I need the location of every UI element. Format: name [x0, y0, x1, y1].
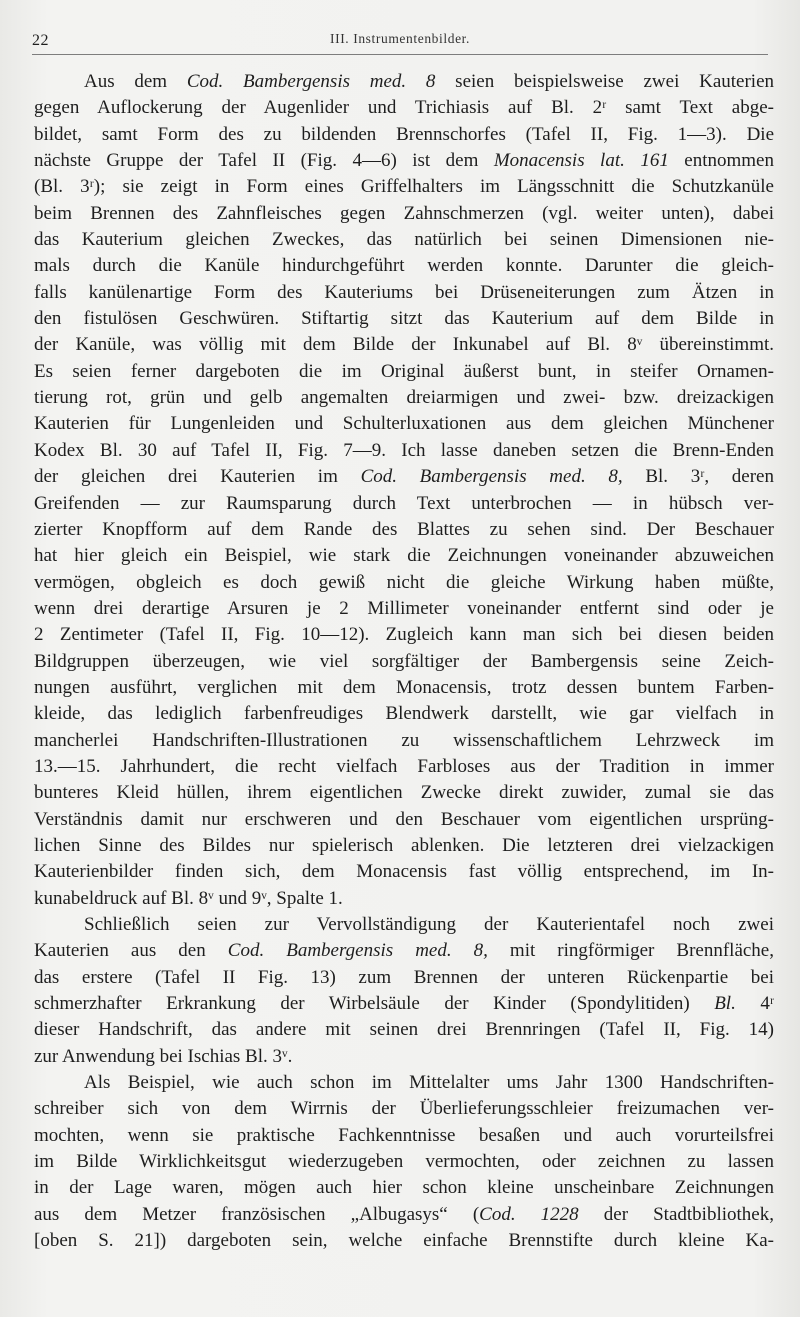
text-line	[34, 411, 774, 437]
text-line	[34, 649, 774, 675]
text-run: (Bl. 3ʳ); sie zeigt in Form eines Griffelhalters im Längsschnitt die Schutzkanüle	[34, 176, 774, 198]
text-run: nächste Gruppe der Tafel II (Fig. 4—6) ist dem	[34, 150, 494, 172]
text-run: nungen ausführt, verglichen mit dem Monacensis, trotz dessen buntem Farben-	[34, 676, 774, 698]
text-line	[34, 675, 774, 701]
text-run: schreiber sich von dem Wirrnis der Überlieferungsschleier freizumachen ver-	[34, 1098, 774, 1120]
text-line	[34, 517, 774, 543]
text-run: der Stadtbibliothek,	[578, 1203, 774, 1225]
text-line	[34, 491, 774, 517]
text-run: vermögen, obgleich es doch gewiß nicht die gleiche Wirkung haben müßte,	[34, 571, 774, 593]
italic-citation: Monacensis lat. 161	[493, 150, 669, 172]
paragraph	[34, 69, 774, 912]
text-line	[34, 859, 774, 885]
text-line	[34, 1017, 774, 1043]
text-run: 13.—15. Jahrhundert, die recht vielfach Farbloses aus der Tradition in immer	[34, 755, 774, 777]
text-line	[34, 1044, 774, 1070]
italic-citation: Cod. 1228	[479, 1203, 579, 1225]
text-run: kleide, das lediglich farbenfreudiges Blendwerk darstellt, wie gar vielfach in	[34, 703, 774, 725]
text-line	[34, 1228, 774, 1254]
text-run: im Bilde Wirklichkeitsgut wiederzugeben vermochten, oder zeichnen zu lassen	[34, 1151, 774, 1173]
text-line	[34, 1149, 774, 1175]
italic-citation: Cod. Bambergensis med. 8,	[227, 940, 488, 962]
text-line	[34, 385, 774, 411]
text-line	[34, 1096, 774, 1122]
text-line	[34, 807, 774, 833]
text-run: Greifenden — zur Raumsparung durch Text unterbrochen — in hübsch ver-	[34, 492, 774, 514]
text-run: 2 Zentimeter (Tafel II, Fig. 10—12). Zugleich kann man sich bei diesen beiden	[34, 624, 774, 646]
text-run: [oben S. 21]) dargeboten sein, welche einfache Brennstifte durch kleine Ka-	[34, 1230, 774, 1252]
text-run: entnommen	[668, 150, 774, 172]
text-line	[34, 201, 774, 227]
text-run: Verständnis damit nur erschweren und den Beschauer vom eigentlichen ursprüng-	[34, 808, 774, 830]
text-line	[34, 596, 774, 622]
text-line	[34, 833, 774, 859]
text-run: Kauterien aus den	[34, 940, 228, 962]
text-run: Bildgruppen überzeugen, wie viel sorgfältiger der Bambergensis seine Zeich-	[34, 650, 774, 672]
text-line	[34, 912, 774, 938]
text-line	[34, 69, 774, 95]
italic-citation: Cod. Bambergensis med. 8	[186, 71, 436, 92]
text-line	[34, 253, 774, 279]
text-run: bildet, samt Form des zu bildenden Brennschorfes (Tafel II, Fig. 1—3). Die	[34, 123, 774, 145]
text-run: mals durch die Kanüle hindurchgeführt werden konnte. Darunter die gleich-	[34, 255, 774, 277]
text-run: aus dem Metzer französischen „Albugasys“ (	[34, 1203, 480, 1225]
text-run: den fistulösen Geschwüren. Stiftartig sitzt das Kauterium auf dem Bilde in	[34, 308, 774, 330]
text-run: Kauterienbilder finden sich, dem Monacensis fast völlig entsprechend, im In-	[34, 861, 774, 883]
text-run: hat hier gleich ein Beispiel, wie stark die Zeichnungen voneinander abzuweichen	[34, 545, 774, 567]
paragraph	[34, 1070, 774, 1254]
text-line	[34, 174, 774, 200]
text-run: zierter Knopfform auf dem Rande des Blattes zu sehen sind. Der Beschauer	[34, 518, 774, 540]
text-line	[34, 965, 774, 991]
text-line	[34, 701, 774, 727]
text-line	[34, 306, 774, 332]
text-run: Als Beispiel, wie auch schon im Mittelalter ums Jahr 1300 Handschriften-	[84, 1072, 774, 1094]
text-line	[34, 280, 774, 306]
text-run: Kauterien für Lungenleiden und Schulterluxationen aus dem gleichen Münchener	[34, 413, 774, 435]
body-text	[34, 69, 774, 1254]
paragraph	[34, 912, 774, 1070]
text-line	[34, 543, 774, 569]
text-run: dieser Handschrift, das andere mit seinen drei Brennringen (Tafel II, Fig. 14)	[34, 1019, 774, 1041]
text-line	[34, 991, 774, 1017]
text-line	[34, 1070, 774, 1096]
italic-citation: Cod. Bambergensis med. 8,	[360, 466, 623, 488]
text-run: mochten, wenn sie praktische Fachkenntnisse besaßen und auch vorurteilsfrei	[34, 1124, 774, 1146]
page-header	[32, 28, 768, 55]
text-line	[34, 780, 774, 806]
text-run: in der Lage waren, mögen auch hier schon kleine unscheinbare Zeichnungen	[34, 1177, 774, 1199]
text-run: das erstere (Tafel II Fig. 13) zum Brennen der unteren Rückenpartie bei	[34, 966, 774, 988]
text-run: zur Anwendung bei Ischias Bl. 3ᵛ.	[34, 1045, 293, 1067]
text-line	[34, 570, 774, 596]
text-line	[34, 227, 774, 253]
text-line	[34, 754, 774, 780]
text-line	[34, 332, 774, 358]
text-run: der gleichen drei Kauterien im	[34, 466, 361, 488]
text-run: der Kanüle, was völlig mit dem Bilde der Inkunabel auf Bl. 8ᵛ übereinstimmt.	[34, 334, 774, 356]
text-run: Kodex Bl. 30 auf Tafel II, Fig. 7—9. Ich lasse daneben setzen die Brenn-Enden	[34, 439, 774, 461]
text-run: kunabeldruck auf Bl. 8ᵛ und 9ᵛ, Spalte 1.	[34, 887, 343, 909]
text-run: beim Brennen des Zahnfleisches gegen Zahnschmerzen (vgl. weiter unten), dabei	[34, 202, 774, 224]
text-line	[34, 1202, 774, 1228]
text-line	[34, 886, 774, 912]
text-run: tierung rot, grün und gelb angemalten dreiarmigen und zwei- bzw. dreizackigen	[34, 387, 774, 409]
text-line	[34, 148, 774, 174]
text-run: Es seien ferner dargeboten die im Original äußerst bunt, in steifer Ornamen-	[34, 360, 774, 382]
text-run: wenn drei derartige Arsuren je 2 Millimeter voneinander entfernt sind oder je	[34, 597, 774, 619]
text-run: das Kauterium gleichen Zweckes, das natürlich bei seinen Dimensionen nie-	[34, 229, 774, 251]
text-run: mit ringförmiger Brennfläche,	[487, 940, 774, 962]
text-line	[34, 438, 774, 464]
text-line	[34, 1123, 774, 1149]
text-run: lichen Sinne des Bildes nur spielerisch ablenken. Die letzteren drei vielzackigen	[34, 834, 774, 856]
text-run: Bl. 3ʳ, deren	[622, 466, 774, 488]
italic-citation: Bl.	[714, 993, 736, 1015]
text-line	[34, 938, 774, 964]
text-line	[34, 728, 774, 754]
text-run: schmerzhafter Erkrankung der Wirbelsäule der Kinder (Spondylitiden)	[34, 993, 715, 1015]
text-line	[34, 464, 774, 490]
text-line	[34, 622, 774, 648]
page-number: 22	[32, 32, 49, 49]
text-run: gegen Auflockerung der Augenlider und Trichiasis auf Bl. 2ʳ samt Text abge-	[34, 97, 774, 119]
text-run: 4ʳ	[735, 993, 774, 1015]
text-line	[34, 1175, 774, 1201]
text-run: seien beispielsweise zwei Kauterien	[435, 71, 774, 92]
text-line	[34, 95, 774, 121]
text-line	[34, 122, 774, 148]
text-run: Schließlich seien zur Vervollständigung der Kauterientafel noch zwei	[84, 914, 774, 935]
text-run: Aus dem	[84, 71, 187, 92]
running-head: III. Instrumentenbilder.	[330, 31, 470, 46]
text-line	[34, 359, 774, 385]
text-run: bunteres Kleid hüllen, ihrem eigentlichen Zwecke direkt zuwider, zumal sie das	[34, 782, 774, 804]
text-run: mancherlei Handschriften-Illustrationen zu wissenschaftlichem Lehrzweck im	[34, 729, 774, 751]
text-run: falls kanülenartige Form des Kauteriums bei Drüseneiterungen zum Ätzen in	[34, 281, 774, 303]
